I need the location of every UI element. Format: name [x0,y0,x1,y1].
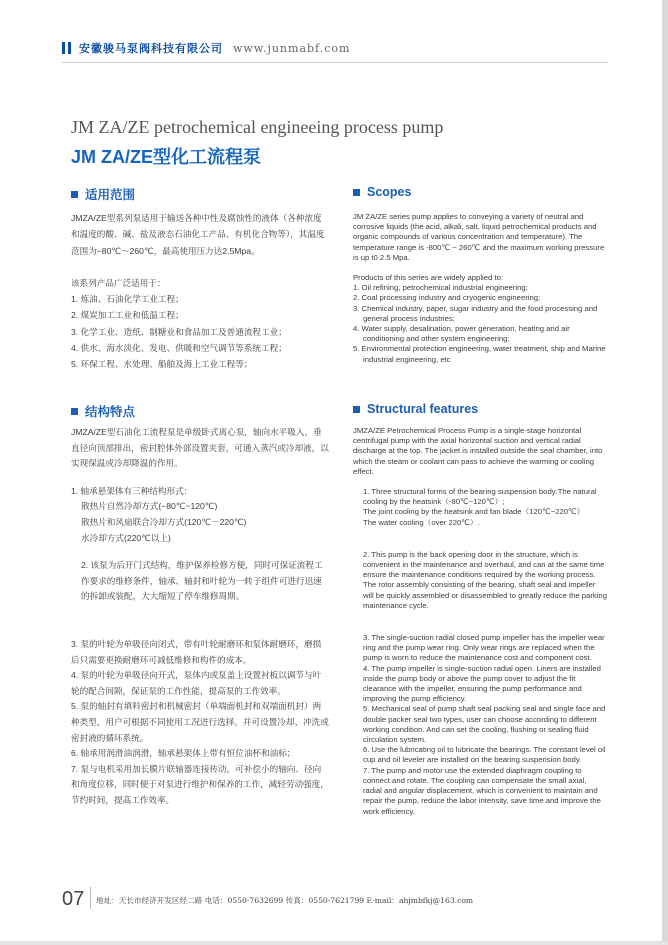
structure-p4-en: 4. The pump impeller is single-suction radial open. Liners are installed inside the pump body or above the pump cover to adjust the fit clearance with the impeller, ensuring the pump performance and improving the pump efficiency. [363,663,601,704]
scope-heading-en-label: Scopes [367,185,412,199]
heading-square-icon [353,406,360,413]
structure-p4-cn: 4. 泵的叶轮为单吸径向开式，泵体内或泵盖上设置衬板以调节与叶轮的配合间隙，保证泵的工作性能，提高泵的工作效率。 [71,670,322,696]
page-header [62,41,350,55]
structure-intro-en: JMZA/ZE Petrochemical Process Pump is a single-stage horizontal centrifugal pump with the axial horizontal suction and vertical radial discharge at the top. The jacket is installed outside the seal chamber, into which the steam or coolant can pass to achieve the warming or cooling effect. [353,426,603,476]
page-title-cn: JM ZA/ZE型化工流程泵 [71,147,262,167]
scope-lead-cn: 该系列产品广泛适用于： [71,277,166,288]
structure-p1-item-en: The joint cooling by the heatsink and fan blade（120℃~220℃） [363,507,585,517]
scope-heading-cn [71,185,135,203]
structure-p3-cn: 3. 泵的叶轮为单吸径向闭式，带有叶轮耐磨环和泵体耐磨环，磨损后只需要更换耐磨环可减低维修和构件的成本。 [71,638,322,665]
scope-intro-cn: JMZA/ZE型系列泵适用于输送各种中性及腐蚀性的液体（各种浓度和温度的酸、碱、盐及液态石油化工产品、有机化合物等），其温度范围为−80℃～260℃，最高使用压力达2.5Mpa。 [71,213,325,256]
structure-p1-item-cn: 散热片自然冷却方式(−80℃~120℃) [81,501,218,512]
structure-heading-en-label: Structural features [367,402,479,416]
scope-item-en: 4. Water supply, desalination, power generation, heating and air conditioning and other system engineering; [353,324,570,344]
structure-p5-cn: 5. 泵的轴封有填料密封和机械密封（单端面机封和双端面机封）两种类型，用户可根据不同使用工况进行选择。并可设置冷却、冲洗或密封液的循环系统。 [71,701,329,743]
scope-heading-cn-label: 适用范围 [85,188,136,202]
structure-p2-cn: 2. 该泵为后开门式结构，维护保养检修方便，同时可保证流程工作要求的维修条件，轴承、轴封和叶轮为一转子组件可进行迅速的拆卸或装配，大大缩短了停车维修周期。 [81,560,323,602]
company-website: www.junmabf.com [233,41,351,55]
structure-p6-en: 6. Use the lubricating oil to lubricate the bearings. The constant level oil cup and oil leveler are installed on the bearing suspension body. [363,745,606,765]
company-name: 安徽骏马泵阀科技有限公司 [79,43,223,55]
scope-item-cn: 5. 环保工程、水处理、船舶及海上工业工程等； [71,359,253,370]
structure-p6-cn: 6. 轴承用润滑油润滑，轴承悬架体上带有恒位油杯和油标； [71,748,296,759]
scope-item-cn: 4. 供水、海水淡化、发电、供暖和空气调节等系统工程； [71,343,287,354]
structure-p1-item-cn: 水冷却方式(220℃以上) [81,532,171,543]
scope-intro-en: JM ZA/ZE series pump applies to conveying a variety of neutral and corrosive liquids (the acid, alkali, salt, liquid petrochemical products and organic compounds of various concentration and temperature). The temperature range is -800℃ ~ 260℃ and the maximum working pressure is up t0 2.5 Mpa. [353,212,605,262]
scope-item-cn: 2. 煤炭加工工业和低温工程； [71,310,184,321]
heading-square-icon [71,191,78,198]
structure-p1-lead-cn: 1. 轴承悬架体有三种结构形式： [71,485,193,496]
structure-heading-cn [71,402,135,420]
heading-square-icon [71,408,78,415]
scope-item-cn: 1. 炼油、石油化学工业工程； [71,294,184,305]
structure-intro-cn: JMZA/ZE型石油化工流程泵是单级卧式离心泵，轴向水平吸入，垂直径向顶部排出，密封腔体外部设置夹套，可通入蒸汽或冷却液，以实现保温或冷却降温的作用。 [71,427,329,469]
structure-heading-cn-label: 结构特点 [85,405,136,419]
header-divider [62,62,608,63]
footer-divider [90,887,91,909]
scope-item-en: 5. Environmental protection engineering, water treatment, ship and Marine industrial engineering, etc [353,344,606,364]
scope-lead-en: Products of this series are widely applied to: [353,273,503,283]
structure-body-en [353,426,607,817]
structure-p3-en: 3. The single-suction radial closed pump impeller has the impeller wear ring and the pump wear ring. Only wear rings are replaced when the pump is worn to reduce the maintenance cost and component cost. [363,633,605,663]
scope-body-en [353,212,607,365]
scope-body-cn [71,210,329,373]
header-accent-bar [62,42,65,54]
page-edge-shadow [662,0,668,945]
scope-heading-en [353,185,411,199]
page-title-en: JM ZA/ZE petrochemical engineeing process pump [71,117,444,137]
scope-item-en: 1. Oil refining, petrochemical industrial engineering; [353,283,528,293]
structure-heading-en [353,402,478,416]
structure-p7-en: 7. The pump and motor use the extended diaphragm coupling to connect and rotate. The coupling can compensate the small axial, radial and angular displacement, which is convenient to maintain and repair the pump, reduce the labor intensity, save time and improve the work efficiency. [363,765,601,816]
scope-item-en: 3. Chemical industry, paper, sugar industry and the food processing and general process industries; [353,303,598,323]
structure-body-cn [71,425,329,808]
page-number: 07 [62,888,85,910]
heading-square-icon [353,189,360,196]
scope-item-cn: 3. 化学工业、造纸、制糖业和食品加工及普通流程工业； [71,326,287,337]
structure-p1-lead-en: 1. Three structural forms of the bearing suspension body:The natural cooling by the heatsink（-80℃~120℃）; [363,487,597,507]
footer-contact: 地址：天长市经济开发区经二路 电话：0550-7632699 传真：0550-7621799 E-mail：ahjmbfkj@163.com [96,896,474,905]
page-bottom-shadow [0,941,668,945]
header-accent-bar [68,42,71,54]
structure-p5-en: 5. Mechanical seal of pump shaft seal packing seal and single face and double packer seal two types, user can choose according to different working condition. And can set the cooling, flushing or sealing fluid circulation system. [363,704,606,745]
structure-p2-en: 2. This pump is the back opening door in the structure, which is convenient in the maintenance and overhaul, and can at the same time ensure the maintenance conditions required by the working process. The rotor assembly consisting of the bearing, shaft seal and impeller will be quickly assembled or disassembled to greatly reduce the parking maintenance cycle. [363,549,607,610]
structure-p1-item-en: The water cooling（over 220℃）. [363,517,480,527]
structure-p7-cn: 7. 泵与电机采用加长膜片联轴器连接传动，可补偿小的轴向、径向和角度位移，同时便于对泵进行维护和保养的工作，减轻劳动强度，节约时间，提高工作效率。 [71,763,329,805]
structure-p1-item-cn: 散热片和风扇联合冷却方式(120℃－220℃) [81,516,247,527]
scope-item-en: 2. Coal processing industry and cryogenic engineering; [353,293,541,303]
